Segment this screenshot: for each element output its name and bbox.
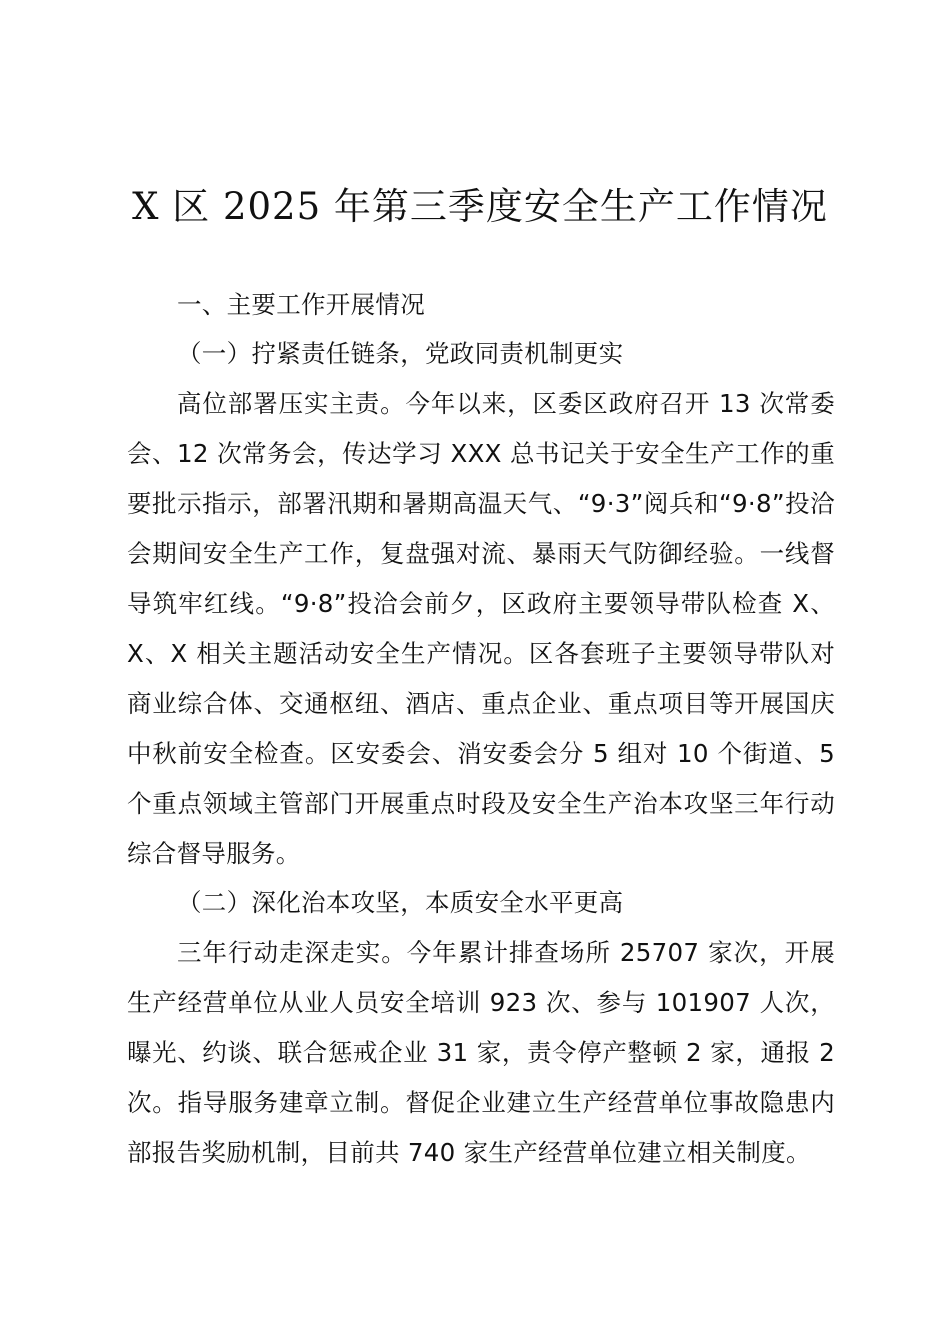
section-heading-main-work: 一、主要工作开展情况: [177, 290, 425, 319]
paragraph-responsibility: 高位部署压实主责。今年以来，区委区政府召开 13 次常委会、12 次常务会，传达学习 XXX 总书记关于安全生产工作的重要批示指示，部署汛期和暑期高温天气、“9·3”阅兵和“9·8”投洽会期间安全生产工作，复盘强对流、暴雨天气防御经验。一线督导筑牢红线。“9·8”投洽会前夕，区政府主要领导带队检查 X、X、X 相关主题活动安全生产情况。区各套班子主要领导带队对商业综合体、交通枢纽、酒店、重点企业、重点项目等开展国庆中秋前安全检查。区安委会、消安委会分 5 组对 10 个街道、5 个重点领域主管部门开展重点时段及安全生产治本攻坚三年行动综合督导服务。: [127, 389, 835, 868]
document-title: X 区 2025 年第三季度安全生产工作情况: [132, 185, 828, 228]
subsection-heading-responsibility: （一）拧紧责任链条，党政同责机制更实: [177, 339, 624, 368]
paragraph-safety-level: 三年行动走深走实。今年累计排查场所 25707 家次，开展生产经营单位从业人员安全培训 923 次、参与 101907 人次，曝光、约谈、联合惩戒企业 31 家，责令停产整顿 2 家，通报 2 次。指导服务建章立制。督促企业建立生产经营单位事故隐患内部报告奖励机制，目前共 740 家生产经营单位建立相关制度。: [127, 938, 835, 1167]
subsection-heading-safety-level: （二）深化治本攻坚，本质安全水平更高: [177, 888, 624, 917]
